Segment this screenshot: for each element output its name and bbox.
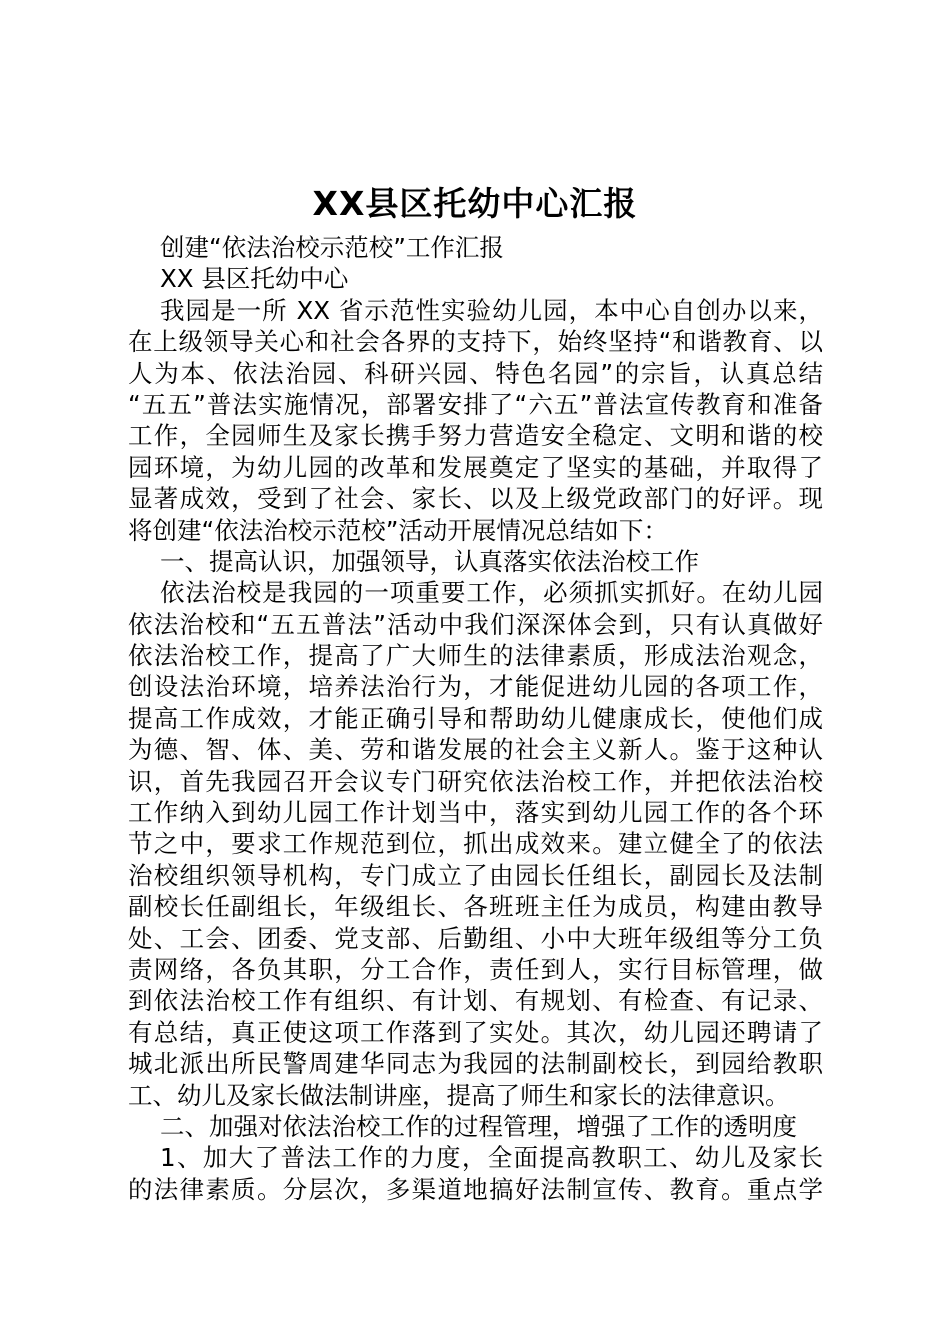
text-line: 依法治校是我园的一项重要工作，必须抓实抓好。在幼儿园 — [160, 578, 823, 608]
text-line: 创设法治环境，培养法治行为，才能促进幼儿园的各项工作， — [128, 672, 823, 702]
text-line: 工、幼儿及家长做法制讲座，提高了师生和家长的法律意识。 — [128, 1080, 790, 1110]
document-body — [128, 232, 823, 1205]
text-line: 治校组织领导机构，专门成立了由园长任组长，副园长及法制 — [128, 860, 823, 890]
text-line: 人为本、依法治园、科研兴园、特色名园”的宗旨，认真总结 — [128, 358, 823, 388]
text-line: XX 县区托幼中心 — [160, 264, 349, 294]
text-line: 二、加强对依法治校工作的过程管理，增强了工作的透明度 — [160, 1111, 797, 1141]
document-title: XX县区托幼中心汇报 — [312, 184, 638, 223]
text-line: 园环境，为幼儿园的改革和发展奠定了坚实的基础，并取得了 — [128, 452, 823, 482]
text-line: 的法律素质。分层次，多渠道地搞好法制宣传、教育。重点学 — [128, 1174, 823, 1204]
text-line: 提高工作成效，才能正确引导和帮助幼儿健康成长，使他们成 — [128, 703, 823, 733]
text-line: 工作纳入到幼儿园工作计划当中，落实到幼儿园工作的各个环 — [128, 798, 823, 828]
text-line: 将创建“依法治校示范校”活动开展情况总结如下： — [128, 515, 668, 545]
text-line: 识，首先我园召开会议专门研究依法治校工作，并把依法治校 — [128, 766, 823, 796]
text-line: 1、加大了普法工作的力度，全面提高教职工、幼儿及家长 — [160, 1143, 823, 1173]
text-line: 节之中，要求工作规范到位，抓出成效来。建立健全了的依法 — [128, 829, 823, 859]
text-line: 到依法治校工作有组织、有计划、有规划、有检查、有记录、 — [128, 986, 823, 1016]
text-line: 处、工会、团委、党支部、后勤组、小中大班年级组等分工负 — [128, 923, 823, 953]
text-line: 一、提高认识，加强领导，认真落实依法治校工作 — [160, 546, 699, 576]
text-line: 城北派出所民警周建华同志为我园的法制副校长，到园给教职 — [128, 1049, 823, 1079]
text-line: 副校长任副组长，年级组长、各班班主任为成员，构建由教导 — [128, 892, 823, 922]
text-line: 责网络，各负其职，分工合作，责任到人，实行目标管理，做 — [128, 954, 823, 984]
text-line: 创建“依法治校示范校”工作汇报 — [160, 233, 504, 262]
text-line: 我园是一所 XX 省示范性实验幼儿园，本中心自创办以来， — [160, 295, 823, 325]
text-line: 为德、智、体、美、劳和谐发展的社会主义新人。鉴于这种认 — [128, 735, 823, 765]
text-line: 显著成效，受到了社会、家长、以及上级党政部门的好评。现 — [128, 484, 823, 514]
text-line: 依法治校和“五五普法”活动中我们深深体会到，只有认真做好 — [128, 609, 823, 639]
text-line: 有总结，真正使这项工作落到了实处。其次，幼儿园还聘请了 — [128, 1017, 823, 1047]
text-line: 在上级领导关心和社会各界的支持下，始终坚持“和谐教育、以 — [128, 327, 823, 357]
text-line: 依法治校工作，提高了广大师生的法律素质，形成法治观念， — [128, 641, 823, 671]
text-line: “五五”普法实施情况，部署安排了“六五”普法宣传教育和准备 — [128, 389, 823, 419]
text-line: 工作，全园师生及家长携手努力营造安全稳定、文明和谐的校 — [128, 421, 823, 451]
